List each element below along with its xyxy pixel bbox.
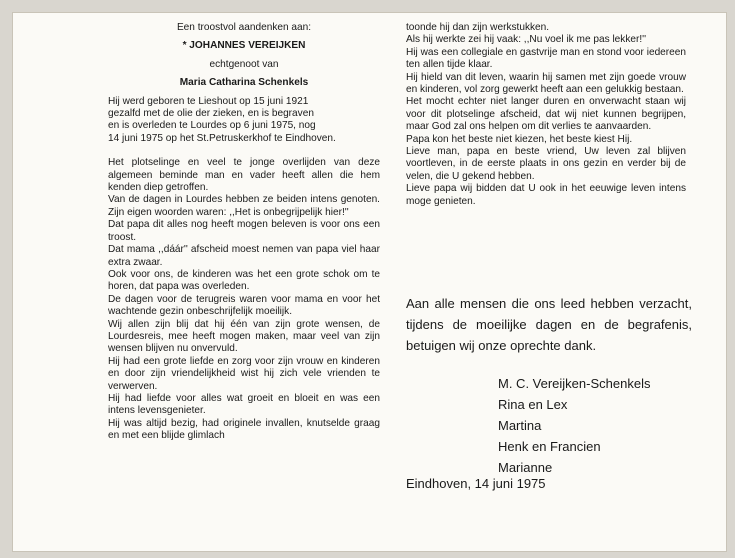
biography: [108, 96, 380, 146]
signer: M. C. Vereijken-Schenkels: [498, 376, 651, 391]
paragraph: Als hij werkte zei hij vaak: ,,Nu voel ik me pas lekker!'': [406, 34, 647, 46]
paragraph: Hij hield van dit leven, waarin hij samen met zijn goede vrouw en kinderen, vol zorg gewerkt heeft aan een gelukkig bestaan.: [406, 71, 686, 96]
place-date: Eindhoven, 14 juni 1975: [406, 476, 546, 491]
spouse-name: Maria Catharina Schenkels: [179, 77, 309, 89]
paragraph: Papa kon het beste niet kiezen, het beste kiest Hij.: [406, 133, 633, 145]
bio-line: 14 juni 1975 op het St.Petruskerkhof te Eindhoven.: [108, 132, 336, 144]
paragraph: Dat mama ,,dáár'' afscheid moest nemen van papa viel haar extra zwaar.: [108, 244, 380, 268]
signer: Rina en Lex: [498, 397, 568, 412]
signer: Henk en Francien: [498, 439, 601, 454]
paragraph: Het mocht echter niet langer duren en onverwacht staan wij voor dit plotselinge afscheid, dat wij niet kunnen begrijpen, maar God zal ons helpen om dit verlies te aanvaarden.: [406, 96, 686, 133]
bio-line: en is overleden te Lourdes op 6 juni 1975, nog: [108, 120, 316, 132]
left-column: [108, 22, 380, 443]
paragraph: De dagen voor de terugreis waren voor mama en voor het wachtende gezin onbeschrijfelijk moeilijk.: [108, 293, 380, 318]
paragraph: Lieve man, papa en beste vriend, Uw leven zal blijven voortleven, in de eerste plaats in ons gezin en verder bij de velen, die U gekend hebben.: [406, 146, 686, 182]
spouse-intro: echtgenoot van: [209, 58, 279, 70]
bio-line: gezalfd met de olie der zieken, en is begraven: [108, 108, 314, 120]
deceased-name: * JOHANNES VEREIJKEN: [182, 40, 306, 52]
paragraph: Hij was een collegiale en gastvrije man en stond voor iedereen ten allen tijde klaar.: [406, 46, 686, 71]
bio-line: Hij werd geboren te Lieshout op 15 juni 1921: [108, 95, 309, 107]
paragraph: Van de dagen in Lourdes hebben ze beiden intens genoten. Zijn eigen woorden waren: ,,Het is onbegrijpelijk hier!'': [108, 194, 380, 218]
signer: Marianne: [498, 460, 553, 475]
paragraph: Het plotselinge en veel te jonge overlijden van deze algemeen beminde man en vader heeft allen die hem kenden diep getroffen.: [108, 157, 380, 194]
paragraph: Hij had een grote liefde en zorg voor zijn vrouw en kinderen en door zijn vriendelijkheid wist hij zich vele vrienden te verwerven.: [108, 355, 380, 392]
right-column: [406, 22, 686, 208]
paragraph: Wij allen zijn blij dat hij één van zijn grote wensen, de Lourdesreis, mee heeft mogen maken, maar veel van zijn wensen blijven nu onvervuld.: [108, 318, 380, 355]
paragraph: Dat papa dit alles nog heeft mogen beleven is voor ons een troost.: [108, 219, 380, 243]
paragraph: toonde hij dan zijn werkstukken.: [406, 22, 550, 33]
signer: Martina: [498, 418, 542, 433]
paragraph: Hij was altijd bezig, had originele invallen, knutselde graag en met een blijde glimlach: [108, 417, 380, 442]
paragraph: Ook voor ons, de kinderen was het een grote schok om te horen, dat papa was overleden.: [108, 268, 380, 293]
thanks-text: Aan alle mensen die ons leed hebben verzacht, tijdens de moeilijke dagen en de begrafenis, betuigen wij onze oprechte dank.: [406, 296, 692, 353]
paragraph: Lieve papa wij bidden dat U ook in het eeuwige leven intens moge genieten.: [406, 183, 686, 207]
signers-list: [498, 373, 650, 478]
intro-line: Een troostvol aandenken aan:: [176, 22, 312, 33]
left-body: [108, 157, 380, 442]
paragraph: Hij had liefde voor alles wat groeit en bloeit en was een intens levensgenieter.: [108, 392, 380, 417]
